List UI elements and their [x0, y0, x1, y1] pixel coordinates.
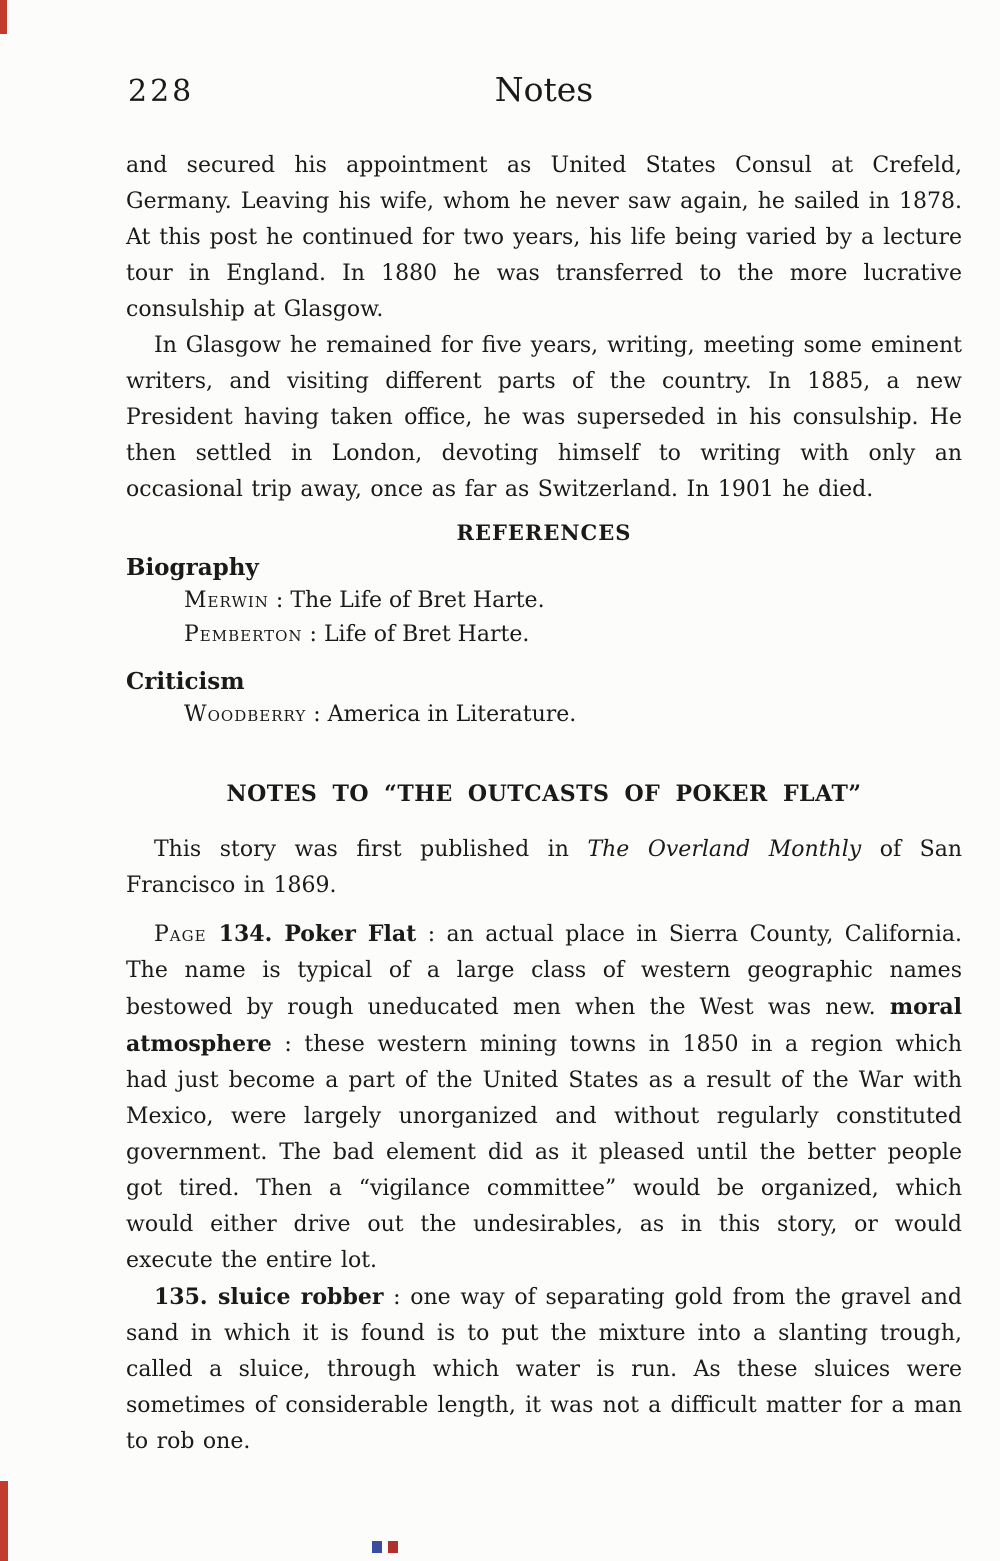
reference-title: : The Life of Bret Harte. — [268, 588, 545, 613]
scan-artifact-mark-red — [388, 1541, 398, 1553]
note-135 — [126, 1279, 962, 1460]
body-paragraph-1: and secured his appointment as United States Consul at Crefeld, Germany. Leaving his wife, whom he never saw again, he sailed in 1878. At this post he continued for two years, his life being varied by a lecture tour in England. In 1880 he was transferred to the more lucrative consulship at Glasgow. — [126, 153, 962, 322]
note-text: : one way of separating gold from the gravel and sand in which it is found is to put the mixture into a slanting trough, called a sluice, through which water is run. As these sluices were sometimes of considerable length, it was not a difficult matter for a man to rob one. — [126, 1285, 963, 1454]
intro-text-pre: This story was first published in — [154, 837, 588, 862]
page-label: Page — [154, 922, 207, 947]
reference-title: : Life of Bret Harte. — [302, 622, 530, 647]
scan-artifact-mark-blue — [372, 1541, 382, 1553]
note-term-moral-atmosphere: moral atmosphere — [126, 994, 962, 1057]
note-term-sluice-robber: sluice robber — [217, 1284, 384, 1310]
note-term-poker-flat: Poker Flat — [284, 921, 417, 947]
author-name: Pemberton — [184, 622, 303, 647]
criticism-heading: Criticism — [126, 668, 245, 695]
body-paragraph-2: In Glasgow he remained for five years, writing, meeting some eminent writers, and visiting different parts of the country. In 1885, a new President having taken office, he was superseded in his consulship. He then settled in London, devoting himself to writing with only an occasional trip away, once as far as Switzerland. In 1901 he died. — [126, 333, 962, 502]
author-name: Woodberry — [184, 702, 307, 727]
reference-entry-woodberry — [184, 698, 962, 732]
publication-title: The Overland Monthly — [587, 837, 862, 862]
note-page-ref: 134. — [206, 921, 285, 947]
intro-text-post: of San Francisco in 1869. — [126, 837, 963, 898]
note-text: : these western mining towns in 1850 in a region which had just become a part of the United States as a result of the War with Mexico, were largely unorganized and without regularly constituted government. The bad element did as it pleased until the better people got tired. Then a “vigilance committee” would be organized, which would either drive out the undesirables, as in this story, or would execute the entire lot. — [126, 1032, 962, 1273]
intro-paragraph — [126, 832, 962, 904]
notes-section-heading: NOTES TO “THE OUTCASTS OF POKER FLAT” — [226, 781, 862, 807]
note-text: : an actual place in Sierra County, California. The name is typical of a large class of western geographic names bestowed by rough uneducated men when the West was new. — [126, 922, 962, 1020]
note-page-ref: 135. — [154, 1284, 218, 1310]
page-number: 228 — [128, 74, 195, 109]
page-header — [126, 70, 962, 114]
page-header-title: Notes — [494, 70, 594, 109]
author-name: Merwin — [184, 588, 269, 613]
text-block — [126, 148, 962, 1460]
note-page-134 — [126, 916, 962, 1279]
reference-entry-pemberton — [184, 618, 962, 652]
references-heading: REFERENCES — [456, 520, 632, 545]
scan-artifact-top-left — [0, 0, 7, 34]
reference-entry-merwin — [184, 584, 962, 618]
biography-heading: Biography — [126, 554, 259, 581]
scan-artifact-bottom-left — [0, 1481, 8, 1561]
reference-title: : America in Literature. — [306, 702, 577, 727]
